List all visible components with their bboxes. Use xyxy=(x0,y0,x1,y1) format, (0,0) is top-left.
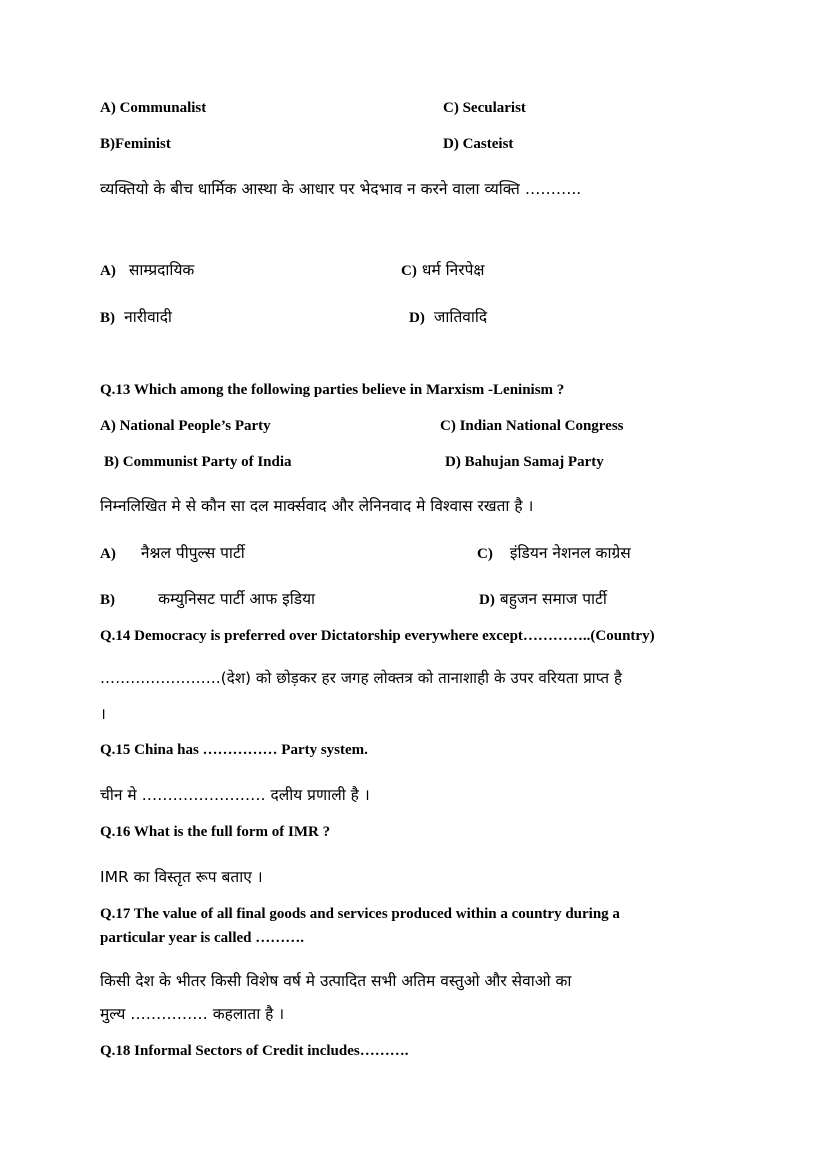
q12-option-a-hi-text: साम्प्रदायिक xyxy=(128,261,195,279)
q13-option-b-hi-text: कम्युनिसट पार्टी आफ इडिया xyxy=(158,590,316,608)
q13-option-c-hi-text: इंडियन नेशनल काग्रेस xyxy=(509,544,631,562)
q16-question-hi: IMR का विस्तृत रूप बताए । xyxy=(100,868,263,886)
q13-option-a-hi-text: नैश्नल पीपुल्स पार्टी xyxy=(140,544,245,562)
q13-option-b-hi xyxy=(100,587,315,609)
q16-question-en: Q.16 What is the full form of IMR ? xyxy=(100,824,331,840)
q13-option-c-hi-label: C) xyxy=(477,546,493,562)
q13-option-b-en: B) Communist Party of India xyxy=(104,454,292,470)
q12-option-a-hi-label: A) xyxy=(100,263,116,279)
q13-option-a-en: A) National People’s Party xyxy=(100,418,271,434)
q12-option-d-hi-label: D) xyxy=(409,310,425,326)
q13-question-en: Q.13 Which among the following parties believe in Marxism -Leninism ? xyxy=(100,382,565,398)
q13-option-d-hi-text: बहुजन समाज पार्टी xyxy=(499,590,607,608)
q12-option-c-hi-label: C) xyxy=(401,263,417,279)
q12-option-c-hi xyxy=(401,258,485,280)
q17-question-en-line2: particular year is called ………. xyxy=(100,930,305,946)
q12-option-d-hi xyxy=(409,305,487,327)
q12-option-b-hi-text: नारीवादी xyxy=(124,308,172,326)
q12-option-c-en: C) Secularist xyxy=(443,100,526,116)
q13-option-a-hi xyxy=(100,541,245,563)
q12-option-b-hi-label: B) xyxy=(100,310,115,326)
q12-option-b-en: B)Feminist xyxy=(100,136,171,152)
q12-option-d-hi-text: जातिवादि xyxy=(433,308,488,326)
q13-option-b-hi-label: B) xyxy=(100,592,115,608)
q12-question-hi: व्यक्तियो के बीच धार्मिक आस्था के आधार पर भेदभाव न करने वाला व्यक्ति ……….. xyxy=(100,180,582,198)
q14-question-hi-line1: ……………………(देश) को छोड़कर हर जगह लोक्तत्र को तानाशाही के उपर वरियता प्राप्त है xyxy=(100,669,623,687)
q13-option-c-hi xyxy=(477,541,631,563)
q12-option-c-hi-text: धर्म निरपेक्ष xyxy=(421,261,485,279)
q12-option-b-hi xyxy=(100,305,172,327)
q13-question-hi: निम्नलिखित मे से कौन सा दल मार्क्सवाद और लेनिनवाद मे विश्वास रखता है । xyxy=(100,497,534,515)
q17-question-hi-line2: मुल्य …………… कहलाता है । xyxy=(100,1005,285,1023)
q18-question-en: Q.18 Informal Sectors of Credit includes………. xyxy=(100,1043,409,1059)
q15-question-en: Q.15 China has …………… Party system. xyxy=(100,742,368,758)
q12-option-a-hi xyxy=(100,258,194,280)
q13-option-a-hi-label: A) xyxy=(100,546,116,562)
q13-option-d-hi xyxy=(479,587,607,609)
q14-question-hi-line2: । xyxy=(100,705,106,723)
q13-option-d-en: D) Bahujan Samaj Party xyxy=(445,454,604,470)
q12-option-d-en: D) Casteist xyxy=(443,136,514,152)
q13-option-d-hi-label: D) xyxy=(479,592,495,608)
q13-option-c-en: C) Indian National Congress xyxy=(440,418,624,434)
q17-question-en-line1: Q.17 The value of all final goods and services produced within a country during a xyxy=(100,906,620,922)
q12-option-a-en: A) Communalist xyxy=(100,100,207,116)
q14-question-en: Q.14 Democracy is preferred over Dictatorship everywhere except…………..(Country) xyxy=(100,628,655,644)
q15-question-hi: चीन मे …………………… दलीय प्रणाली है । xyxy=(100,786,370,804)
q17-question-hi-line1: किसी देश के भीतर किसी विशेष वर्ष मे उत्पादित सभी अतिम वस्तुओ और सेवाओ का xyxy=(100,972,572,990)
